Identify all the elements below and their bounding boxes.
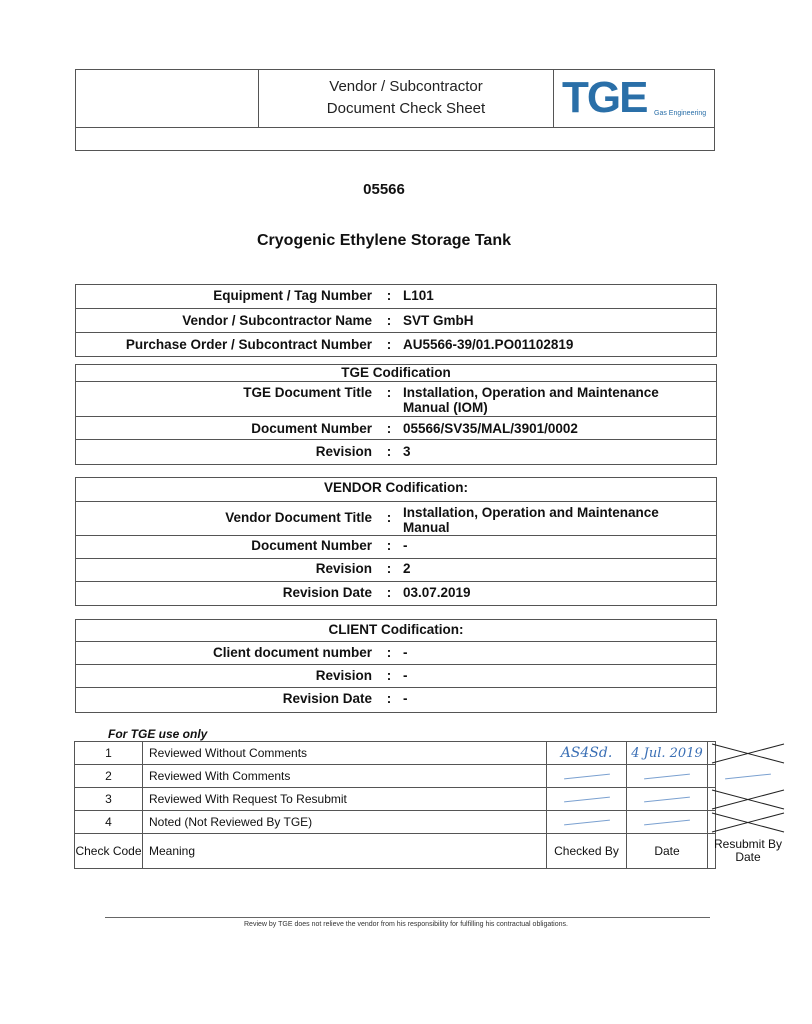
checked-by-cell bbox=[547, 765, 627, 787]
date-cell bbox=[627, 765, 708, 787]
handwritten-dash bbox=[564, 819, 610, 825]
row-label: Revision Date bbox=[282, 691, 372, 706]
vendor-row bbox=[76, 559, 716, 582]
tge-row bbox=[76, 382, 716, 417]
check-code: 2 bbox=[75, 765, 143, 787]
tge-codification-table bbox=[75, 364, 717, 465]
row-value: 3 bbox=[403, 444, 411, 459]
resubmit-header: Resubmit By Date bbox=[713, 837, 783, 864]
row-colon: : bbox=[386, 645, 392, 660]
check-meaning: Noted (Not Reviewed By TGE) bbox=[143, 811, 547, 833]
row-colon: : bbox=[386, 585, 392, 600]
checked-by-cell bbox=[547, 742, 627, 764]
check-header-row bbox=[75, 834, 783, 868]
project-title: Cryogenic Ethylene Storage Tank bbox=[257, 232, 511, 249]
check-row bbox=[75, 742, 715, 765]
checked-by-signature: AS4Sd. bbox=[560, 745, 613, 761]
table-title-row bbox=[76, 478, 716, 502]
row-value: 05566/SV35/MAL/3901/0002 bbox=[403, 421, 578, 436]
vendor-row bbox=[76, 582, 716, 605]
row-colon: : bbox=[386, 444, 392, 459]
row-colon: : bbox=[386, 691, 392, 706]
check-code-header: Check Code bbox=[75, 834, 143, 868]
row-value: SVT GmbH bbox=[403, 313, 474, 328]
check-meaning: Reviewed With Request To Resubmit bbox=[143, 788, 547, 810]
sheet-title bbox=[259, 70, 554, 128]
row-label: Document Number bbox=[251, 538, 372, 553]
row-value: - bbox=[403, 691, 408, 706]
review-check-table bbox=[74, 741, 783, 869]
check-row bbox=[75, 765, 715, 788]
row-value: - bbox=[403, 668, 408, 683]
row-colon: : bbox=[386, 313, 392, 328]
row-colon: : bbox=[386, 288, 392, 303]
row-label: Document Number bbox=[251, 421, 372, 436]
tge-row bbox=[76, 440, 716, 464]
footer-divider bbox=[105, 917, 710, 918]
row-label: Revision bbox=[315, 444, 372, 459]
table-title-row bbox=[76, 365, 716, 382]
review-date-handwritten: 4 Jul. 2019 bbox=[631, 745, 703, 761]
row-label: TGE Document Title bbox=[243, 385, 372, 400]
header-box bbox=[75, 69, 715, 151]
resubmit-cell-crossed bbox=[708, 788, 788, 810]
date-cell bbox=[627, 811, 708, 833]
resubmit-cell bbox=[708, 765, 788, 787]
date-header: Date bbox=[627, 834, 708, 868]
handwritten-dash bbox=[564, 796, 610, 802]
table-title-row bbox=[76, 620, 716, 642]
general-row bbox=[76, 333, 716, 356]
header-blank-cell bbox=[76, 70, 259, 128]
row-value: - bbox=[403, 538, 408, 553]
cross-out-mark bbox=[708, 811, 788, 834]
row-label: Revision Date bbox=[282, 585, 372, 600]
row-value: - bbox=[403, 645, 408, 660]
handwritten-dash bbox=[644, 773, 690, 779]
cross-out-mark bbox=[708, 742, 788, 765]
row-label: Purchase Order / Subcontract Number bbox=[125, 337, 372, 352]
row-value: Installation, Operation and Maintenance Manual (IOM) bbox=[403, 385, 659, 415]
row-value: AU5566-39/01.PO01102819 bbox=[403, 337, 574, 352]
check-meaning: Reviewed With Comments bbox=[143, 765, 547, 787]
checked-by-header: Checked By bbox=[547, 834, 627, 868]
client-row bbox=[76, 665, 716, 688]
tge-logo-subtitle: Gas Engineering bbox=[654, 110, 707, 117]
row-colon: : bbox=[386, 668, 392, 683]
project-number: 05566 bbox=[363, 181, 405, 198]
client-row bbox=[76, 642, 716, 665]
row-label: Vendor Document Title bbox=[225, 510, 372, 525]
row-label: Vendor / Subcontractor Name bbox=[182, 313, 372, 328]
vendor-row bbox=[76, 536, 716, 559]
row-colon: : bbox=[386, 385, 392, 400]
checked-by-cell bbox=[547, 811, 627, 833]
row-value: Installation, Operation and Maintenance Manual bbox=[403, 505, 659, 535]
tge-row bbox=[76, 417, 716, 440]
row-colon: : bbox=[386, 421, 392, 436]
resubmit-cell-crossed bbox=[708, 811, 788, 833]
check-code: 3 bbox=[75, 788, 143, 810]
date-cell bbox=[627, 788, 708, 810]
handwritten-dash bbox=[564, 773, 610, 779]
tge-use-only-label: For TGE use only bbox=[108, 727, 208, 741]
check-code: 1 bbox=[75, 742, 143, 764]
sheet-title-line2: Document Check Sheet bbox=[326, 100, 486, 117]
table-title: VENDOR Codification: bbox=[324, 480, 468, 495]
row-colon: : bbox=[386, 561, 392, 576]
cross-out-mark bbox=[708, 788, 788, 811]
check-row bbox=[75, 811, 715, 834]
row-colon: : bbox=[386, 337, 392, 352]
tge-logo-mark: TGE bbox=[562, 73, 647, 122]
date-cell bbox=[627, 742, 708, 764]
check-meaning: Reviewed Without Comments bbox=[143, 742, 547, 764]
row-label: Revision bbox=[315, 561, 372, 576]
row-value: 2 bbox=[403, 561, 411, 576]
table-title: TGE Codification bbox=[341, 365, 451, 380]
row-value: L101 bbox=[403, 288, 434, 303]
handwritten-dash bbox=[644, 796, 690, 802]
general-row bbox=[76, 309, 716, 333]
general-row bbox=[76, 285, 716, 309]
check-code: 4 bbox=[75, 811, 143, 833]
meaning-header: Meaning bbox=[143, 834, 547, 868]
tge-logo bbox=[554, 70, 714, 128]
row-label: Client document number bbox=[212, 645, 372, 660]
client-codification-table bbox=[75, 619, 717, 713]
row-value: 03.07.2019 bbox=[403, 585, 471, 600]
client-row bbox=[76, 688, 716, 712]
vendor-row bbox=[76, 502, 716, 536]
sheet-title-line1: Vendor / Subcontractor bbox=[329, 78, 483, 95]
footer-disclaimer: Review by TGE does not relieve the vendor from his responsibility for fulfilling his contractual obligations. bbox=[244, 921, 568, 928]
checked-by-cell bbox=[547, 788, 627, 810]
header-row bbox=[76, 70, 714, 128]
resubmit-cell-crossed bbox=[708, 742, 788, 764]
table-title: CLIENT Codification: bbox=[328, 622, 464, 637]
row-colon: : bbox=[386, 538, 392, 553]
row-colon: : bbox=[386, 510, 392, 525]
handwritten-dash bbox=[725, 773, 771, 779]
row-label: Revision bbox=[315, 668, 372, 683]
row-label: Equipment / Tag Number bbox=[213, 288, 372, 303]
check-row bbox=[75, 788, 715, 811]
vendor-codification-table bbox=[75, 477, 717, 606]
handwritten-dash bbox=[644, 819, 690, 825]
general-info-table bbox=[75, 284, 717, 357]
